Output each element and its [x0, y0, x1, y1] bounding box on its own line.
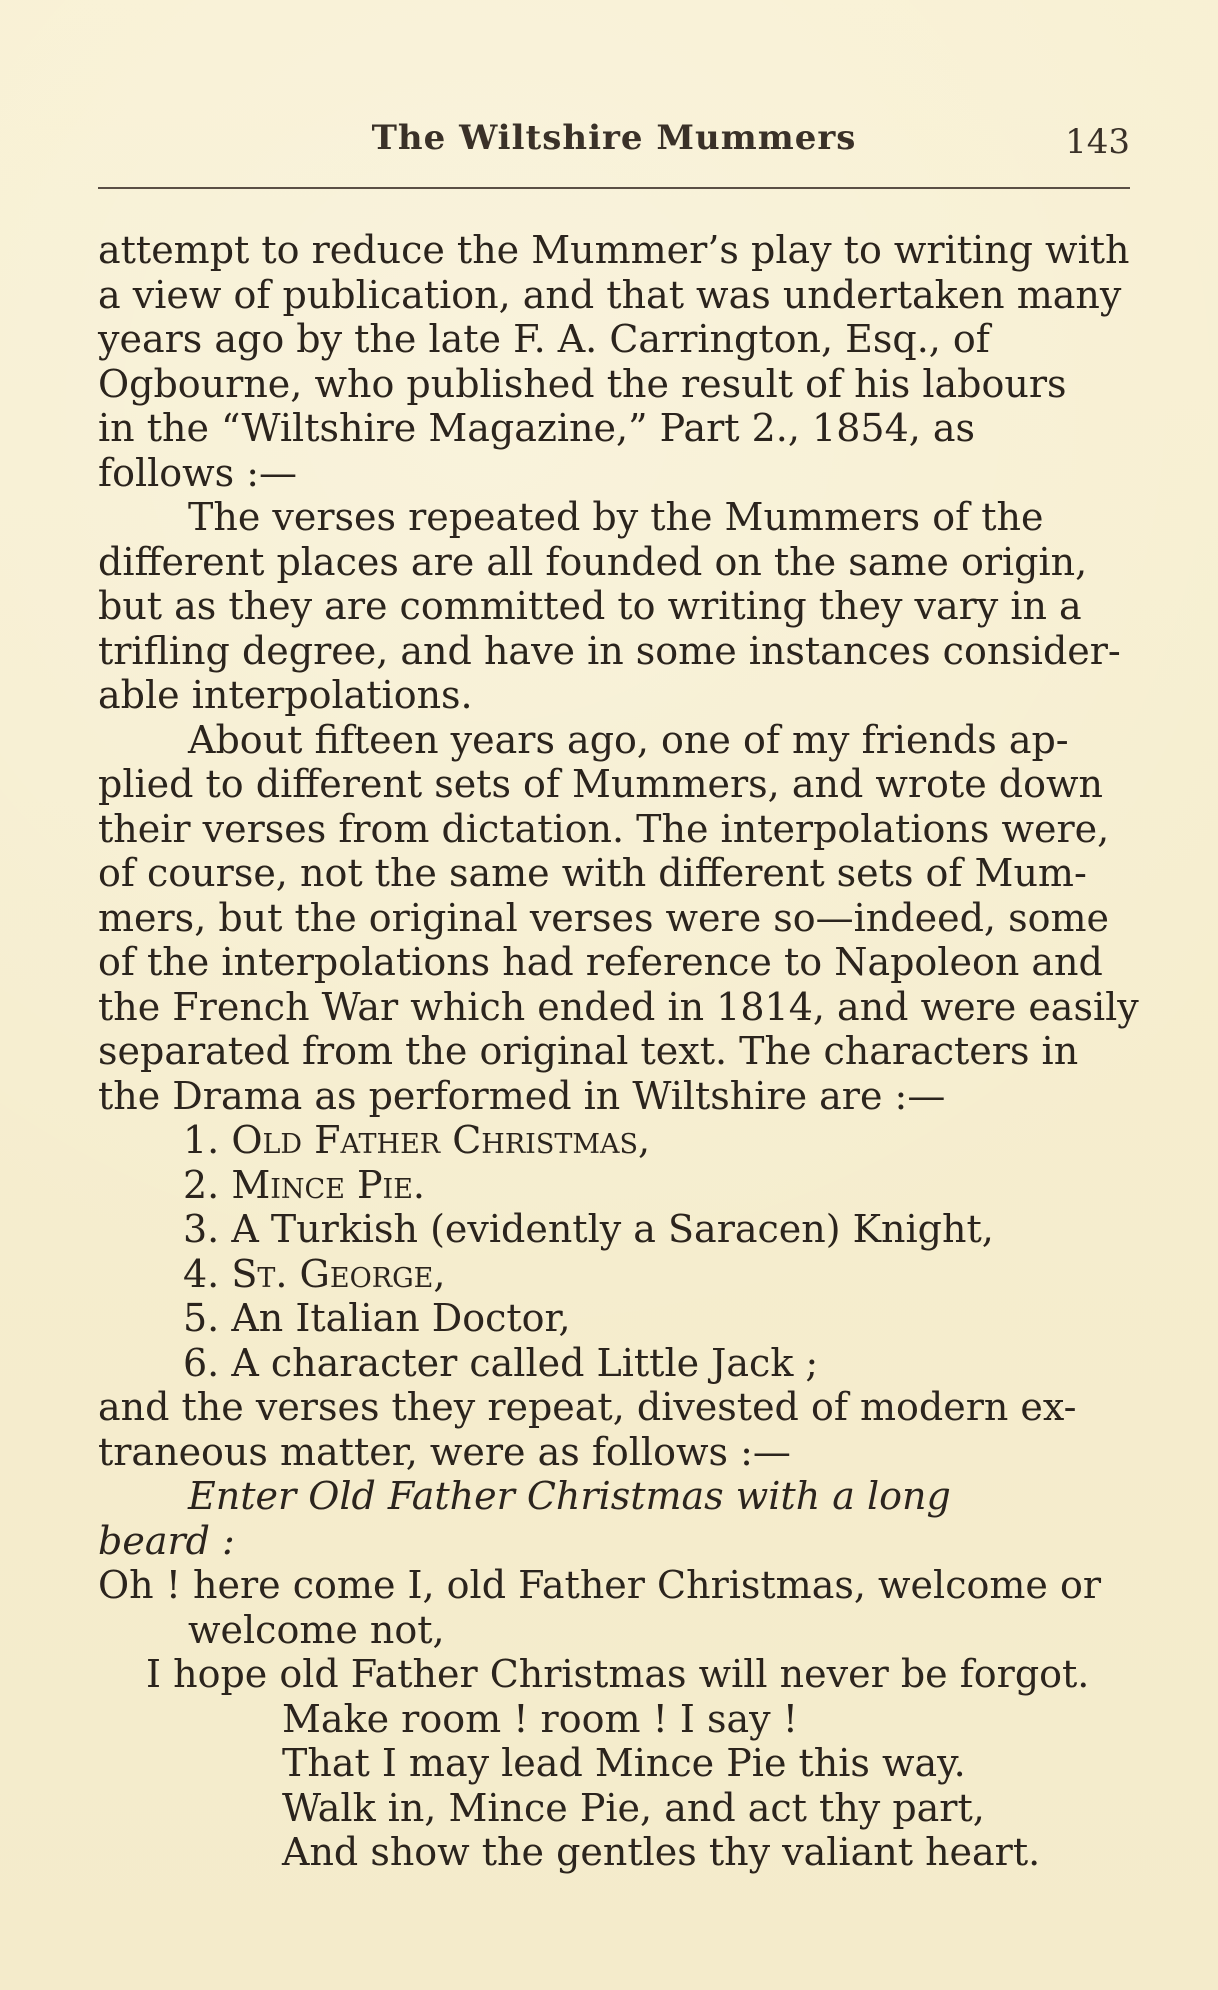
- text-line: in the “Wiltshire Magazine,” Part 2., 1854, as: [98, 406, 976, 450]
- text-line: trifling degree, and have in some instances consider-: [98, 628, 1121, 673]
- character-list-item: 2. Mince Pie.: [183, 1162, 426, 1207]
- character-list-item: 4. St. George,: [183, 1251, 446, 1296]
- character-list-item: 6. A character called Little Jack ;: [183, 1340, 819, 1385]
- verse-line: Oh ! here come I, old Father Christmas, welcome or: [98, 1563, 1101, 1607]
- text-line: but as they are committed to writing they vary in a: [98, 584, 1082, 628]
- verse-line: welcome not,: [188, 1607, 445, 1652]
- stage-direction: beard :: [98, 1518, 235, 1563]
- text-line: plied to different sets of Mummers, and wrote down: [98, 762, 1103, 806]
- text-line: their verses from dictation. The interpolations were,: [98, 806, 1110, 851]
- character-list-item: 5. An Italian Doctor,: [183, 1296, 571, 1340]
- stage-direction: Enter Old Father Christmas with a long: [188, 1474, 951, 1518]
- text-line: years ago by the late F. A. Carrington, Esq., of: [98, 317, 990, 361]
- text-line: the Drama as performed in Wiltshire are :—: [98, 1073, 946, 1118]
- text-line: and the verses they repeat, divested of modern ex-: [98, 1385, 1077, 1429]
- character-list-item: 1. Old Father Christmas,: [183, 1118, 651, 1162]
- character-list-item: 3. A Turkish (evidently a Saracen) Knight,: [183, 1207, 994, 1251]
- text-line: a view of publication, and that was undertaken many: [98, 272, 1122, 317]
- text-line: About fifteen years ago, one of my friends ap-: [188, 717, 1069, 762]
- text-line: the French War which ended in 1814, and were easily: [98, 984, 1139, 1029]
- body-text: [98, 228, 1139, 1875]
- text-line: of course, not the same with different sets of Mum-: [98, 851, 1087, 895]
- text-line: attempt to reduce the Mummer’s play to writing with: [98, 228, 1130, 272]
- verse-line: And show the gentles thy valiant heart.: [282, 1830, 1041, 1874]
- verse-line: That I may lead Mince Pie this way.: [282, 1741, 966, 1785]
- running-title: The Wiltshire Mummers: [371, 118, 857, 158]
- page-header: [98, 118, 1130, 168]
- text-line: The verses repeated by the Mummers of the: [188, 495, 1044, 539]
- verse-line: I hope old Father Christmas will never be forgot.: [146, 1652, 1090, 1696]
- verse-line: Walk in, Mince Pie, and act thy part,: [282, 1785, 985, 1830]
- text-line: able interpolations.: [98, 673, 473, 717]
- text-line: mers, but the original verses were so—indeed, some: [98, 895, 1109, 940]
- text-line: traneous matter, were as follows :—: [98, 1429, 791, 1474]
- text-line: separated from the original text. The characters in: [98, 1029, 1079, 1073]
- text-line: of the interpolations had reference to Napoleon and: [98, 940, 1103, 984]
- page-number: 143: [1065, 122, 1130, 162]
- text-line: follows :—: [98, 450, 298, 495]
- verse-line: Make room ! room ! I say !: [282, 1696, 798, 1741]
- text-line: Ogbourne, who published the result of his labours: [98, 361, 1067, 406]
- text-line: different places are all founded on the same origin,: [98, 539, 1088, 584]
- header-rule: [98, 187, 1130, 189]
